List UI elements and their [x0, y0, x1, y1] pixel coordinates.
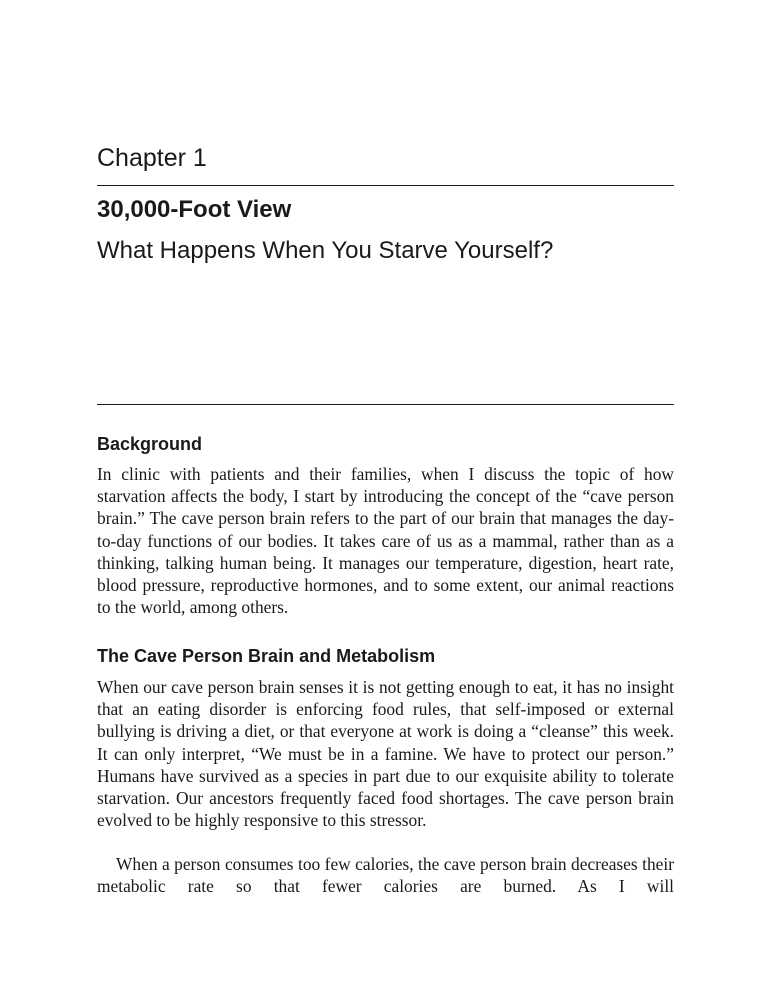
- book-page: [97, 0, 674, 1000]
- section-heading-cave-person-brain: The Cave Person Brain and Metabolism: [97, 646, 436, 666]
- paragraph-cave-person-brain-2: When a person consumes too few calories, the cave person brain decreases their metabolic rate so that fewer calories are burned. As I will: [97, 854, 674, 897]
- chapter-number: Chapter 1: [97, 144, 207, 172]
- paragraph-cave-person-brain-1: When our cave person brain senses it is not getting enough to eat, it has no insight that an eating disorder is enforcing food rules, that self-imposed or external bullying is driving a diet, or that everyone at work is doing a “cleanse” this week. It can only interpret, “We must be in a famine. We have to protect our person.” Humans have survived as a species in part due to our exquisite ability to tolerate starvation. Our ancestors frequently faced food shortages. The cave person brain evolved to be highly responsive to this stressor.: [97, 677, 674, 831]
- chapter-subtitle: What Happens When You Starve Yourself?: [97, 237, 554, 264]
- chapter-title: 30,000-Foot View: [97, 196, 292, 223]
- chapter-top-rule: [97, 185, 674, 186]
- chapter-bottom-rule: [97, 404, 674, 405]
- paragraph-background: In clinic with patients and their families, when I discuss the topic of how starvation affects the body, I start by introducing the concept of the “cave person brain.” The cave person brain refers to the part of our brain that manages the day-to-day functions of our bodies. It takes care of us as a mammal, rather than as a thinking, talking human being. It manages our temperature, digestion, heart rate, blood pressure, reproductive hormones, and to some extent, our animal reactions to the world, among others.: [97, 464, 674, 618]
- section-heading-background: Background: [97, 434, 203, 454]
